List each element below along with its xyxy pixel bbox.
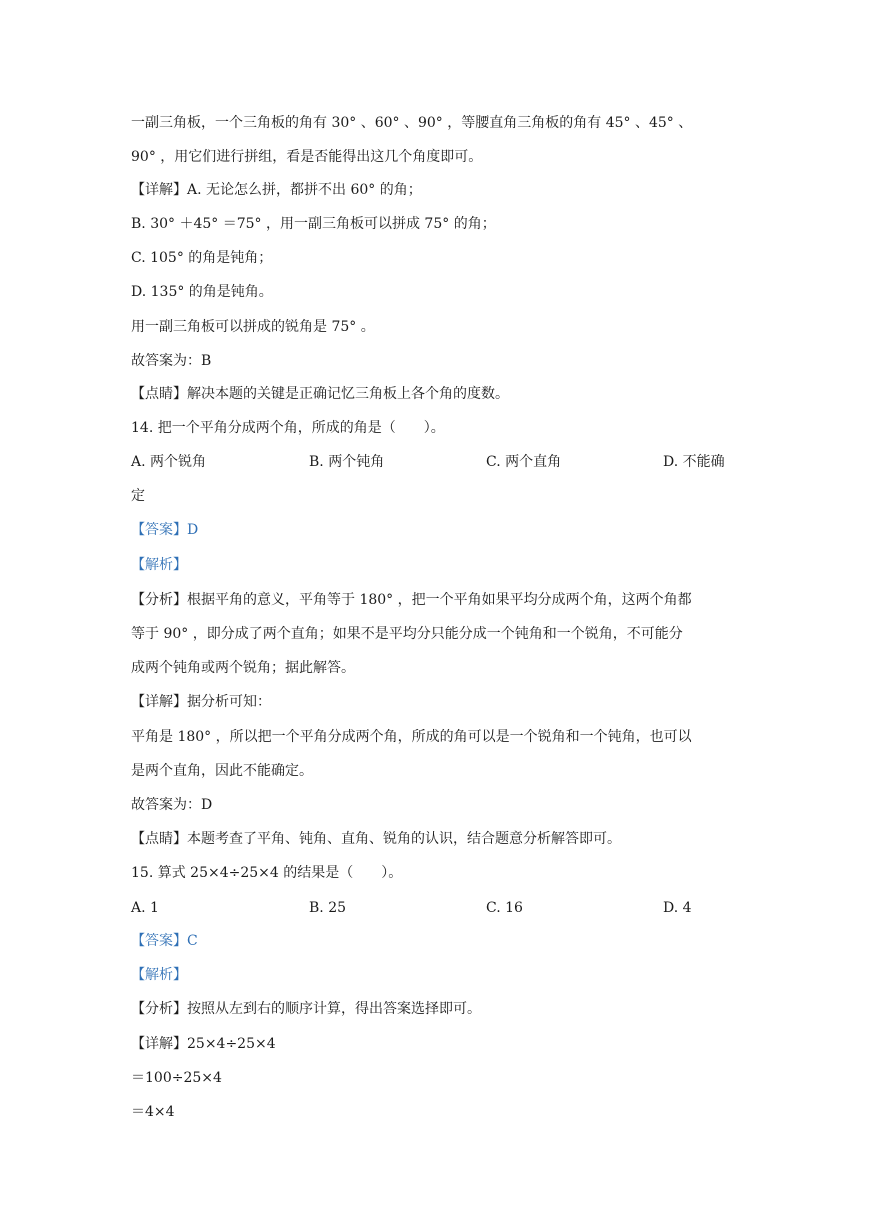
text-line: 【详解】25×4÷25×4	[131, 1036, 276, 1052]
question-15: 15. 算式 25×4÷25×4 的结果是（ ）。	[131, 865, 403, 881]
text-line: ＝4×4	[131, 1104, 175, 1120]
text-line: 平角是 180° ，所以把一个平角分成两个角，所成的角可以是一个锐角和一个钝角，也可以	[131, 729, 692, 745]
q15-answer: 【答案】C	[131, 933, 198, 949]
text-line: 【分析】按照从左到右的顺序计算，得出答案选择即可。	[131, 1001, 481, 1017]
q14-option-d: D. 不能确	[663, 454, 725, 470]
text-line: 故答案为：D	[131, 797, 213, 813]
text-line: 【详解】据分析可知：	[131, 694, 271, 710]
text-line: ＝100÷25×4	[131, 1070, 222, 1086]
q15-option-c: C. 16	[486, 900, 523, 916]
text-line: 【详解】A. 无论怎么拼，都拼不出 60° 的角；	[131, 182, 422, 198]
question-14: 14. 把一个平角分成两个角，所成的角是（ ）。	[131, 420, 445, 436]
text-line: D. 135° 的角是钝角。	[131, 284, 273, 300]
text-line: 故答案为：B	[131, 353, 212, 369]
text-line: 90° ，用它们进行拼组，看是否能得出这几个角度即可。	[131, 149, 483, 165]
text-line: 等于 90° ，即分成了两个直角；如果不是平均分只能分成一个钝角和一个锐角，不可能分	[131, 626, 683, 642]
q14-option-c: C. 两个直角	[486, 454, 562, 470]
q14-answer: 【答案】D	[131, 522, 199, 538]
text-line: 成两个钝角或两个锐角；据此解答。	[131, 660, 355, 676]
q14-option-b: B. 两个钝角	[309, 454, 385, 470]
q15-option-a: A. 1	[131, 900, 159, 916]
q14-option-a: A. 两个锐角	[131, 454, 207, 470]
text-line: 用一副三角板可以拼成的锐角是 75° 。	[131, 319, 375, 335]
text-line: 【点睛】本题考查了平角、钝角、直角、锐角的认识，结合题意分析解答即可。	[131, 831, 621, 847]
q15-option-d: D. 4	[663, 900, 692, 916]
text-line: B. 30° ＋45° ＝75° ，用一副三角板可以拼成 75° 的角；	[131, 216, 496, 232]
text-line: 【分析】根据平角的意义，平角等于 180° ，把一个平角如果平均分成两个角，这两个角都	[131, 592, 692, 608]
text-line: 【点睛】解决本题的关键是正确记忆三角板上各个角的度数。	[131, 386, 509, 402]
q15-analysis-label: 【解析】	[131, 967, 187, 983]
q14-option-d-wrap: 定	[131, 488, 145, 504]
text-line: 是两个直角，因此不能确定。	[131, 763, 313, 779]
q14-analysis-label: 【解析】	[131, 557, 187, 573]
text-line: 一副三角板，一个三角板的角有 30° 、60° 、90° ，等腰直角三角板的角有 45° 、45° 、	[131, 115, 693, 131]
text-line: C. 105° 的角是钝角；	[131, 250, 273, 266]
q15-option-b: B. 25	[309, 900, 347, 916]
